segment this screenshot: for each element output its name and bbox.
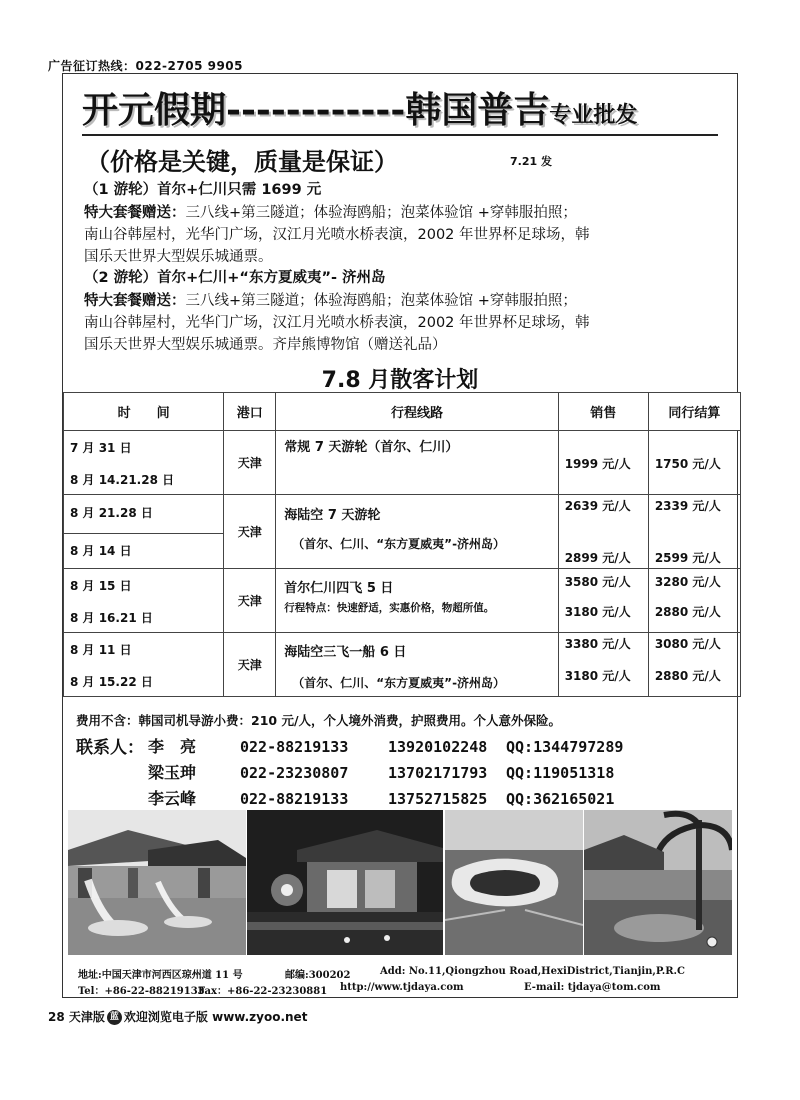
row2-peer-b: 2599 元/人 xyxy=(654,551,721,565)
package2-gift-label: 特大套餐赠送： xyxy=(84,293,186,309)
header-route: 行程线路 xyxy=(276,393,558,431)
row3-route-main: 首尔仁川四飞 5 日 xyxy=(284,581,394,596)
resort-pool-photo xyxy=(68,810,246,955)
row4-peer xyxy=(648,633,740,697)
row3-peer-b: 2880 元/人 xyxy=(654,605,721,619)
row2-sale xyxy=(558,495,648,569)
row4-route-main: 海陆空三飞一船 6 日 xyxy=(284,645,407,660)
resort-palm-photo xyxy=(584,810,732,955)
contact-phone: 022-88219133 xyxy=(240,790,349,808)
package1-gift-label: 特大套餐赠送： xyxy=(84,205,186,221)
contact-phone: 022-88219133 xyxy=(240,738,349,756)
table-row xyxy=(64,495,741,569)
fees-excluded: 费用不含：韩国司机导游小费：210 元/人，个人境外消费，护照费用。个人意外保险。 xyxy=(76,713,562,728)
contact-row xyxy=(148,760,614,783)
ad-hotline: 广告征订热线：022-2705 9905 xyxy=(48,59,244,73)
row3-route-note: 行程特点：快速舒适，实惠价格，物超所值。 xyxy=(284,602,495,614)
address-tel: Tel：+86-22-88219133 xyxy=(78,986,205,997)
header-time: 时 间 xyxy=(64,393,224,431)
row3-date-b: 8 月 16.21 日 xyxy=(70,611,153,625)
page-number: 28 xyxy=(48,1010,65,1024)
address-email: E-mail: tjdaya@tom.com xyxy=(524,982,661,993)
contact-name: 李云峰 xyxy=(148,789,197,808)
row3-sale-a: 3580 元/人 xyxy=(564,575,631,589)
row4-port: 天津 xyxy=(224,633,276,697)
row2-peer xyxy=(648,495,740,569)
row4-peer-a: 3080 元/人 xyxy=(654,637,721,651)
row1-peer xyxy=(648,431,740,495)
package2-line2: 南山谷韩屋村，光华门广场，汉江月光喷水桥表演，2002 年世界杯足球场，韩 xyxy=(84,315,590,331)
row1-sale-b: 1999 元/人 xyxy=(564,457,631,471)
row1-route-main: 常规 7 天游轮（首尔、仁川） xyxy=(284,440,459,455)
table-row xyxy=(64,633,741,697)
row2-date-b: 8 月 14 日 xyxy=(64,533,223,560)
row2-sale-b: 2899 元/人 xyxy=(564,551,631,565)
row4-date-a: 8 月 11 日 xyxy=(70,643,132,657)
row3-port: 天津 xyxy=(224,569,276,633)
headline-brand: 开元假期 xyxy=(82,89,227,131)
contact-row xyxy=(148,734,623,757)
address-web: http://www.tjdaya.com xyxy=(340,982,464,993)
contact-qq: QQ:119051318 xyxy=(506,764,615,782)
header-sale: 销售 xyxy=(558,393,648,431)
row1-dates xyxy=(64,431,224,495)
row1-route xyxy=(276,431,558,495)
table-row xyxy=(64,431,741,495)
island-aerial-photo xyxy=(445,810,583,955)
row4-peer-b: 2880 元/人 xyxy=(654,669,721,683)
row3-route xyxy=(276,569,558,633)
row4-sale-b: 3180 元/人 xyxy=(564,669,631,683)
row3-sale-b: 3180 元/人 xyxy=(564,605,631,619)
header-peer: 同行结算 xyxy=(648,393,740,431)
row2-date-a: 8 月 21.28 日 xyxy=(70,506,153,520)
villa-night-photo xyxy=(247,810,443,955)
slogan: （价格是关键，质量是保证） xyxy=(86,148,398,176)
contact-mobile: 13702171793 xyxy=(388,764,488,782)
package2-title: （2 游轮）首尔+仁川+“东方夏威夷”- 济州岛 xyxy=(84,270,386,286)
row4-route xyxy=(276,633,558,697)
row1-peer-b: 1750 元/人 xyxy=(654,457,721,471)
package2-line1: 三八线+第三隧道；体验海鸥船；泡菜体验馆 +穿韩服拍照； xyxy=(185,293,577,309)
edition-label: 天津版 xyxy=(68,1010,105,1024)
row2-peer-a: 2339 元/人 xyxy=(654,499,721,513)
address-en: Add: No.11,Qiongzhou Road,HexiDistrict,Tianjin,P.R.C xyxy=(380,966,685,977)
package1-line1: 三八线+第三隧道；体验海鸥船；泡菜体验馆 +穿韩服拍照； xyxy=(185,205,577,221)
package1-line2: 南山谷韩屋村，光华门广场，汉江月光喷水桥表演，2002 年世界杯足球场，韩 xyxy=(84,227,590,243)
package2-line3: 国乐天世界大型娱乐城通票。齐岸熊博物馆（赠送礼品） xyxy=(84,337,447,353)
row1-port: 天津 xyxy=(224,431,276,495)
row4-sale-a: 3380 元/人 xyxy=(564,637,631,651)
headline-dashes: ------------ xyxy=(226,89,406,131)
row3-peer-a: 3280 元/人 xyxy=(654,575,721,589)
headline-product: 韩国普吉 xyxy=(405,89,550,131)
headline-suffix: 专业批发 xyxy=(549,102,638,128)
row2-route-main: 海陆空 7 天游轮 xyxy=(284,508,381,523)
plan-title: 7.8 月散客计划 xyxy=(321,368,479,393)
table-row xyxy=(64,569,741,633)
contact-phone: 022-23230807 xyxy=(240,764,349,782)
package1-title: （1 游轮）首尔+仁川只需 1699 元 xyxy=(84,182,322,198)
row1-date-a: 7 月 31 日 xyxy=(70,441,132,455)
contact-qq: QQ:362165021 xyxy=(506,790,615,808)
row4-sale xyxy=(558,633,648,697)
package1-line3: 国乐天世界大型娱乐城通票。 xyxy=(84,249,273,265)
contact-mobile: 13920102248 xyxy=(388,738,488,756)
row2-dates xyxy=(64,495,224,569)
footer-url[interactable]: www.zyoo.net xyxy=(212,1010,308,1024)
address-fax: Fax：+86-22-23230881 xyxy=(198,986,328,997)
row1-sale xyxy=(558,431,648,495)
row4-dates xyxy=(64,633,224,697)
row3-sale xyxy=(558,569,648,633)
contact-mobile: 13752715825 xyxy=(388,790,488,808)
contact-label: 联系人： xyxy=(76,738,144,758)
contact-name: 李 亮 xyxy=(148,737,197,756)
issue-date: 7.21 发 xyxy=(510,155,552,168)
package1-body xyxy=(84,202,724,268)
contact-qq: QQ:1344797289 xyxy=(506,738,624,756)
row3-dates xyxy=(64,569,224,633)
header-port: 港口 xyxy=(224,393,276,431)
row2-route xyxy=(276,495,558,569)
row1-date-b: 8 月 14.21.28 日 xyxy=(70,473,175,487)
title-rule xyxy=(82,134,718,136)
page-footer xyxy=(48,1008,307,1025)
row2-route-sub: （首尔、仁川、“东方夏威夷”-济州岛） xyxy=(292,537,506,551)
contact-row xyxy=(148,786,614,809)
package2-body xyxy=(84,290,724,356)
schedule-table xyxy=(63,392,741,697)
address-zip: 邮编:300202 xyxy=(285,970,351,981)
address-cn: 地址:中国天津市河西区琼州道 11 号 xyxy=(78,970,243,981)
edition-badge: 蓝 xyxy=(107,1010,122,1025)
table-header-row xyxy=(64,393,741,431)
row4-date-b: 8 月 15.22 日 xyxy=(70,675,153,689)
row2-port: 天津 xyxy=(224,495,276,569)
headline xyxy=(82,82,637,133)
row3-peer xyxy=(648,569,740,633)
contact-name: 梁玉珅 xyxy=(148,763,197,782)
footer-slogan: 欢迎浏览电子版 xyxy=(123,1010,208,1024)
row2-sale-a: 2639 元/人 xyxy=(564,499,631,513)
row3-date-a: 8 月 15 日 xyxy=(70,579,132,593)
row4-route-sub: （首尔、仁川、“东方夏威夷”-济州岛） xyxy=(292,676,506,690)
